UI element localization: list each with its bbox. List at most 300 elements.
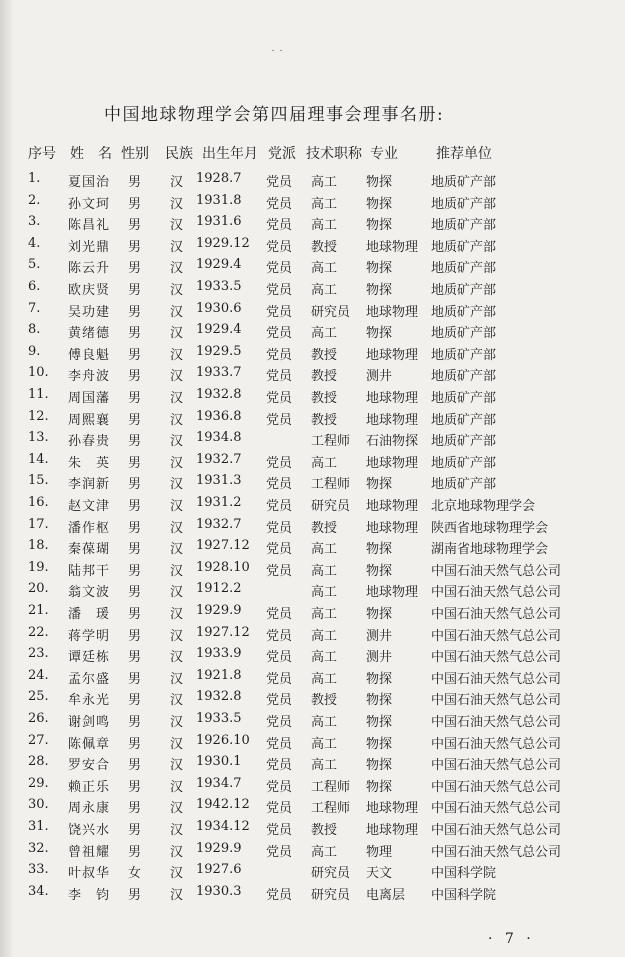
cell-party: 党员	[266, 239, 293, 255]
cell-name: 李润新	[68, 477, 111, 493]
cell-party: 党员	[266, 412, 293, 428]
cell-sex: 男	[128, 477, 142, 493]
cell-sex: 男	[128, 650, 142, 666]
cell-seq: 27.	[28, 732, 49, 748]
cell-ethnicity: 汉	[170, 369, 184, 385]
cell-birth: 1931.6	[196, 214, 242, 230]
cell-unit: 地质矿产部	[431, 218, 497, 234]
cell-birth: 1926.10	[196, 732, 250, 748]
header-ethnicity: 民族	[165, 146, 193, 162]
cell-unit: 地质矿产部	[431, 175, 497, 190]
cell-sex: 男	[128, 347, 142, 363]
cell-sex: 男	[128, 736, 142, 752]
cell-ethnicity: 汉	[170, 650, 184, 666]
cell-tech-title: 教授	[311, 520, 338, 536]
cell-seq: 12.	[28, 408, 49, 424]
cell-ethnicity: 汉	[170, 520, 184, 536]
cell-seq: 15.	[28, 473, 49, 489]
cell-unit: 中国石油天然气总公司	[431, 758, 562, 774]
header-name: 姓 名	[70, 146, 112, 162]
cell-tech-title: 高工	[311, 736, 338, 752]
cell-party: 党员	[266, 779, 293, 795]
cell-unit: 地质矿产部	[431, 455, 497, 471]
cell-major: 地球物理	[366, 304, 419, 320]
cell-major: 物探	[366, 563, 393, 579]
cell-seq: 10.	[28, 365, 49, 381]
cell-unit: 地质矿产部	[431, 412, 497, 428]
cell-tech-title: 教授	[311, 369, 338, 385]
cell-party: 党员	[266, 671, 293, 687]
cell-party: 党员	[266, 520, 293, 536]
cell-party: 党员	[266, 563, 293, 579]
cell-name: 李 钧	[68, 887, 111, 903]
cell-tech-title: 高工	[311, 261, 338, 277]
cell-sex: 男	[128, 715, 142, 730]
header-major: 专业	[370, 146, 398, 162]
cell-sex: 男	[128, 563, 142, 579]
cell-ethnicity: 汉	[170, 218, 184, 234]
header-party: 党派	[268, 146, 296, 162]
cell-major: 地球物理	[366, 823, 419, 838]
cell-name: 谭廷栋	[68, 650, 111, 666]
cell-party: 党员	[266, 887, 293, 903]
cell-name: 饶兴水	[68, 823, 111, 838]
cell-unit: 地质矿产部	[431, 369, 497, 385]
cell-tech-title: 教授	[311, 693, 338, 709]
cell-ethnicity: 汉	[170, 887, 184, 903]
header-sex: 性别	[121, 146, 149, 162]
cell-name: 翁文波	[68, 585, 111, 601]
cell-name: 谢剑鸣	[68, 715, 111, 730]
cell-seq: 22.	[28, 624, 49, 640]
cell-birth: 1928.7	[196, 171, 242, 186]
cell-party: 党员	[266, 283, 293, 298]
cell-sex: 男	[128, 326, 142, 342]
cell-major: 物探	[366, 715, 393, 730]
cell-ethnicity: 汉	[170, 607, 184, 622]
cell-name: 赖正乐	[68, 779, 111, 795]
cell-party: 党员	[266, 304, 293, 320]
cell-ethnicity: 汉	[170, 585, 184, 601]
table-row	[0, 841, 625, 863]
cell-major: 物探	[366, 671, 393, 687]
cell-ethnicity: 汉	[170, 563, 184, 579]
cell-unit: 地质矿产部	[431, 391, 497, 406]
cell-tech-title: 高工	[311, 628, 338, 644]
cell-unit: 地质矿产部	[431, 326, 497, 342]
cell-ethnicity: 汉	[170, 693, 184, 709]
cell-seq: 21.	[28, 603, 49, 618]
cell-ethnicity: 汉	[170, 239, 184, 255]
cell-party: 党员	[266, 369, 293, 385]
cell-tech-title: 研究员	[311, 499, 351, 514]
cell-unit: 中国石油天然气总公司	[431, 671, 562, 687]
cell-tech-title: 研究员	[311, 887, 351, 903]
cell-seq: 3.	[28, 214, 41, 230]
cell-tech-title: 教授	[311, 391, 338, 406]
table-row	[0, 473, 625, 495]
cell-major: 地球物理	[366, 391, 419, 406]
scan-speck	[272, 50, 274, 51]
cell-unit: 湖南省地球物理学会	[431, 542, 549, 558]
cell-seq: 1.	[28, 171, 41, 186]
cell-tech-title: 工程师	[311, 434, 351, 450]
cell-sex: 男	[128, 801, 142, 817]
cell-party: 党员	[266, 499, 293, 514]
cell-sex: 女	[128, 866, 142, 882]
table-row	[0, 365, 625, 387]
cell-major: 天文	[366, 866, 393, 882]
cell-tech-title: 教授	[311, 239, 338, 255]
cell-unit: 中国石油天然气总公司	[431, 844, 562, 860]
cell-seq: 19.	[28, 559, 49, 575]
table-row	[0, 776, 625, 798]
cell-party: 党员	[266, 844, 293, 860]
cell-unit: 中国石油天然气总公司	[431, 779, 562, 795]
cell-ethnicity: 汉	[170, 671, 184, 687]
cell-birth: 1929.5	[196, 343, 242, 359]
table-row	[0, 603, 625, 625]
cell-seq: 14.	[28, 451, 49, 467]
table-row	[0, 819, 625, 841]
cell-seq: 7.	[28, 300, 41, 316]
cell-party: 党员	[266, 261, 293, 277]
cell-major: 地球物理	[366, 585, 419, 601]
cell-unit: 地质矿产部	[431, 239, 497, 255]
cell-sex: 男	[128, 542, 142, 558]
cell-major: 物理	[366, 844, 393, 860]
cell-sex: 男	[128, 628, 142, 644]
table-row	[0, 646, 625, 668]
cell-birth: 1931.2	[196, 495, 242, 510]
cell-sex: 男	[128, 369, 142, 385]
cell-name: 潘作枢	[68, 520, 111, 536]
cell-party: 党员	[266, 607, 293, 622]
cell-tech-title: 教授	[311, 823, 338, 838]
cell-seq: 30.	[28, 797, 49, 813]
cell-party: 党员	[266, 693, 293, 709]
page-number: · 7 ·	[488, 931, 535, 947]
cell-major: 地球物理	[366, 499, 419, 514]
cell-name: 罗安合	[68, 758, 111, 774]
cell-birth: 1933.5	[196, 279, 242, 294]
cell-name: 孙春贵	[68, 434, 111, 450]
cell-seq: 11.	[28, 387, 49, 402]
cell-birth: 1934.12	[196, 819, 250, 834]
cell-ethnicity: 汉	[170, 175, 184, 190]
cell-major: 地球物理	[366, 412, 419, 428]
cell-tech-title: 高工	[311, 671, 338, 687]
cell-name: 陆邦干	[68, 563, 111, 579]
table-row	[0, 193, 625, 215]
cell-major: 测井	[366, 650, 393, 666]
cell-seq: 34.	[28, 883, 49, 899]
cell-birth: 1929.4	[196, 257, 242, 273]
table-row	[0, 257, 625, 279]
cell-sex: 男	[128, 239, 142, 255]
cell-party: 党员	[266, 218, 293, 234]
cell-tech-title: 研究员	[311, 304, 351, 320]
cell-birth: 1930.6	[196, 300, 242, 316]
cell-unit: 地质矿产部	[431, 434, 497, 450]
cell-tech-title: 高工	[311, 715, 338, 730]
cell-birth: 1929.12	[196, 235, 250, 251]
cell-tech-title: 高工	[311, 563, 338, 579]
cell-party: 党员	[266, 326, 293, 342]
cell-party: 党员	[266, 542, 293, 558]
table-row	[0, 236, 625, 258]
cell-party: 党员	[266, 196, 293, 212]
cell-unit: 地质矿产部	[431, 283, 497, 298]
cell-sex: 男	[128, 779, 142, 795]
cell-ethnicity: 汉	[170, 434, 184, 450]
cell-ethnicity: 汉	[170, 326, 184, 342]
cell-major: 物探	[366, 758, 393, 774]
cell-name: 陈昌礼	[68, 218, 111, 234]
cell-party: 党员	[266, 736, 293, 752]
cell-unit: 地质矿产部	[431, 477, 497, 493]
cell-birth: 1932.8	[196, 387, 242, 402]
cell-unit: 地质矿产部	[431, 347, 497, 363]
cell-ethnicity: 汉	[170, 261, 184, 277]
cell-name: 曾祖耀	[68, 844, 111, 860]
cell-sex: 男	[128, 391, 142, 406]
cell-major: 石油物探	[366, 434, 419, 450]
cell-sex: 男	[128, 196, 142, 212]
cell-unit: 地质矿产部	[431, 304, 497, 320]
cell-ethnicity: 汉	[170, 715, 184, 730]
cell-name: 陈佩章	[68, 736, 111, 752]
cell-seq: 8.	[28, 322, 41, 338]
cell-ethnicity: 汉	[170, 283, 184, 298]
cell-name: 秦葆瑚	[68, 542, 111, 558]
cell-sex: 男	[128, 607, 142, 622]
table-row	[0, 409, 625, 431]
cell-party: 党员	[266, 823, 293, 838]
cell-seq: 33.	[28, 862, 49, 878]
cell-party: 党员	[266, 455, 293, 471]
cell-name: 周国藩	[68, 391, 111, 406]
cell-unit: 中国石油天然气总公司	[431, 823, 562, 838]
cell-party: 党员	[266, 477, 293, 493]
cell-name: 孟尔盛	[68, 671, 111, 687]
cell-tech-title: 高工	[311, 585, 338, 601]
header-birth: 出生年月	[202, 146, 258, 162]
cell-party: 党员	[266, 715, 293, 730]
cell-seq: 31.	[28, 819, 49, 834]
table-row	[0, 538, 625, 560]
cell-major: 物探	[366, 326, 393, 342]
cell-seq: 16.	[28, 495, 49, 510]
cell-sex: 男	[128, 283, 142, 298]
cell-seq: 4.	[28, 235, 41, 251]
document-title: 中国地球物理学会第四届理事会理事名册:	[104, 105, 445, 125]
cell-major: 地球物理	[366, 347, 419, 363]
table-row	[0, 452, 625, 474]
cell-seq: 26.	[28, 711, 49, 726]
cell-sex: 男	[128, 823, 142, 838]
cell-tech-title: 高工	[311, 844, 338, 860]
cell-party: 党员	[266, 628, 293, 644]
cell-unit: 中国石油天然气总公司	[431, 715, 562, 730]
cell-seq: 32.	[28, 840, 49, 856]
cell-tech-title: 高工	[311, 758, 338, 774]
cell-sex: 男	[128, 693, 142, 709]
cell-sex: 男	[128, 844, 142, 860]
cell-party: 党员	[266, 175, 293, 190]
cell-major: 测井	[366, 628, 393, 644]
table-row	[0, 301, 625, 323]
cell-major: 物探	[366, 196, 393, 212]
cell-ethnicity: 汉	[170, 347, 184, 363]
cell-major: 电离层	[366, 887, 406, 903]
cell-ethnicity: 汉	[170, 628, 184, 644]
cell-tech-title: 教授	[311, 412, 338, 428]
cell-birth: 1931.3	[196, 473, 242, 489]
cell-unit: 中国石油天然气总公司	[431, 628, 562, 644]
cell-name: 欧庆贤	[68, 283, 111, 298]
cell-ethnicity: 汉	[170, 542, 184, 558]
table-row	[0, 733, 625, 755]
cell-birth: 1930.3	[196, 883, 242, 899]
cell-birth: 1933.9	[196, 646, 242, 662]
cell-name: 李舟波	[68, 369, 111, 385]
cell-ethnicity: 汉	[170, 412, 184, 428]
cell-sex: 男	[128, 261, 142, 277]
cell-tech-title: 研究员	[311, 866, 351, 882]
cell-birth: 1931.8	[196, 192, 242, 208]
cell-party: 党员	[266, 758, 293, 774]
cell-sex: 男	[128, 887, 142, 903]
table-row	[0, 430, 625, 452]
cell-seq: 6.	[28, 279, 41, 294]
table-row	[0, 517, 625, 539]
cell-major: 地球物理	[366, 455, 419, 471]
cell-birth: 1934.8	[196, 430, 242, 446]
cell-name: 吴功建	[68, 304, 111, 320]
header-unit: 推荐单位	[436, 146, 492, 162]
cell-unit: 中国科学院	[431, 887, 497, 903]
cell-unit: 地质矿产部	[431, 196, 497, 212]
table-row	[0, 862, 625, 884]
cell-party: 党员	[266, 391, 293, 406]
cell-major: 物探	[366, 477, 393, 493]
cell-unit: 中国石油天然气总公司	[431, 585, 562, 601]
cell-major: 物探	[366, 607, 393, 622]
cell-sex: 男	[128, 434, 142, 450]
cell-name: 孙文珂	[68, 196, 111, 212]
cell-seq: 25.	[28, 689, 49, 705]
cell-name: 陈云升	[68, 261, 111, 277]
cell-major: 物探	[366, 542, 393, 558]
cell-seq: 29.	[28, 775, 49, 791]
cell-unit: 中国石油天然气总公司	[431, 736, 562, 752]
cell-tech-title: 高工	[311, 326, 338, 342]
cell-ethnicity: 汉	[170, 455, 184, 471]
cell-seq: 2.	[28, 192, 41, 208]
cell-unit: 中国科学院	[431, 866, 497, 882]
cell-major: 物探	[366, 283, 393, 298]
cell-birth: 1929.9	[196, 603, 242, 618]
cell-major: 测井	[366, 369, 393, 385]
cell-sex: 男	[128, 499, 142, 514]
cell-sex: 男	[128, 304, 142, 320]
cell-ethnicity: 汉	[170, 499, 184, 514]
cell-name: 潘 瑗	[68, 607, 111, 622]
table-row	[0, 711, 625, 733]
cell-tech-title: 工程师	[311, 477, 351, 493]
table-row	[0, 344, 625, 366]
cell-name: 黄绪德	[68, 326, 111, 342]
table-row	[0, 689, 625, 711]
cell-seq: 9.	[28, 343, 41, 359]
cell-ethnicity: 汉	[170, 866, 184, 882]
cell-sex: 男	[128, 412, 142, 428]
table-row	[0, 214, 625, 236]
header-title: 技术职称	[306, 146, 362, 162]
cell-birth: 1933.7	[196, 365, 242, 381]
cell-ethnicity: 汉	[170, 758, 184, 774]
table-row	[0, 171, 625, 193]
cell-tech-title: 工程师	[311, 779, 351, 795]
cell-birth: 1929.9	[196, 840, 242, 856]
cell-seq: 28.	[28, 754, 49, 770]
cell-ethnicity: 汉	[170, 477, 184, 493]
cell-unit: 中国石油天然气总公司	[431, 650, 562, 666]
cell-seq: 5.	[28, 257, 41, 273]
cell-birth: 1912.2	[196, 581, 242, 597]
cell-ethnicity: 汉	[170, 304, 184, 320]
cell-name: 周熙襄	[68, 412, 111, 428]
cell-birth: 1930.1	[196, 754, 242, 770]
cell-birth: 1932.7	[196, 516, 242, 532]
cell-seq: 18.	[28, 538, 49, 554]
cell-seq: 13.	[28, 430, 49, 446]
cell-tech-title: 教授	[311, 347, 338, 363]
cell-major: 地球物理	[366, 801, 419, 817]
cell-birth: 1927.12	[196, 624, 250, 640]
cell-tech-title: 高工	[311, 542, 338, 558]
cell-tech-title: 高工	[311, 650, 338, 666]
cell-unit: 中国石油天然气总公司	[431, 563, 562, 579]
cell-party: 党员	[266, 801, 293, 817]
cell-birth: 1932.7	[196, 451, 242, 467]
cell-birth: 1929.4	[196, 322, 242, 338]
cell-tech-title: 高工	[311, 218, 338, 234]
cell-seq: 20.	[28, 581, 49, 597]
cell-sex: 男	[128, 520, 142, 536]
table-row	[0, 387, 625, 409]
table-row	[0, 754, 625, 776]
cell-ethnicity: 汉	[170, 736, 184, 752]
cell-sex: 男	[128, 175, 142, 190]
cell-tech-title: 高工	[311, 283, 338, 298]
table-row	[0, 668, 625, 690]
cell-name: 夏国治	[68, 175, 111, 190]
cell-tech-title: 高工	[311, 196, 338, 212]
cell-major: 地球物理	[366, 239, 419, 255]
table-row	[0, 560, 625, 582]
cell-unit: 中国石油天然气总公司	[431, 801, 562, 817]
cell-sex: 男	[128, 218, 142, 234]
cell-tech-title: 高工	[311, 607, 338, 622]
cell-unit: 地质矿产部	[431, 261, 497, 277]
cell-birth: 1933.5	[196, 711, 242, 726]
cell-ethnicity: 汉	[170, 844, 184, 860]
cell-sex: 男	[128, 671, 142, 687]
cell-name: 赵文津	[68, 499, 111, 514]
cell-name: 傅良魁	[68, 347, 111, 363]
